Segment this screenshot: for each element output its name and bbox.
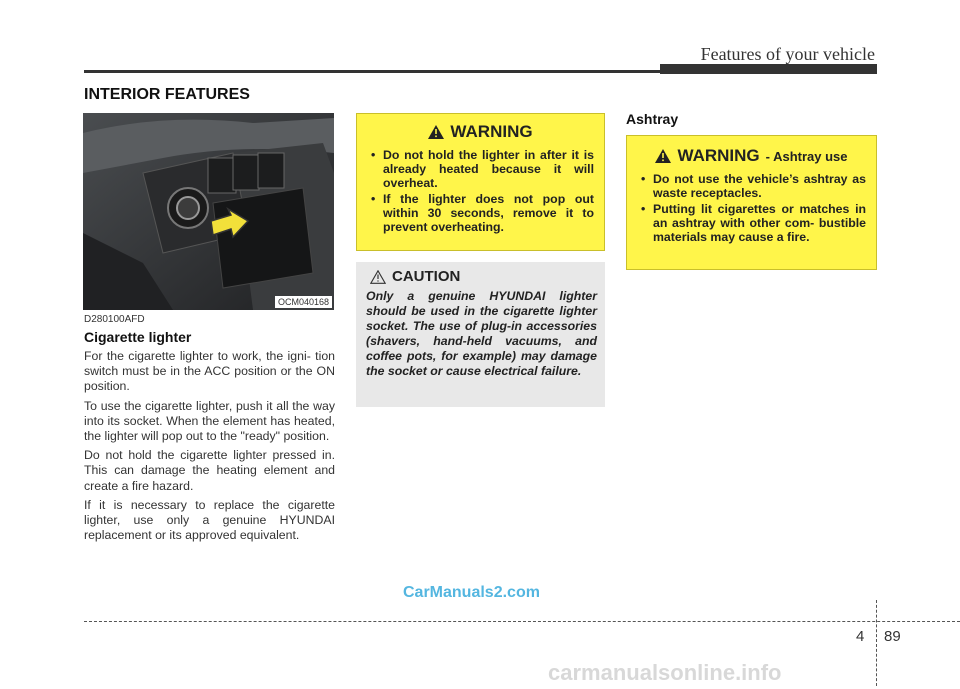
ashtray-warning-list [627,172,876,244]
dashboard-illustration [83,113,334,310]
warning-list [357,148,604,234]
warning-item: • Putting lit cigarettes or matches in an ashtray with other com- bustible materials may cause a fire. [637,202,866,244]
watermark-link[interactable]: CarManuals2.com [403,584,540,601]
caution-box [356,262,605,407]
ashtray-warning-header [627,146,876,166]
header-title: Features of your vehicle [700,44,875,64]
cigarette-lighter-heading: Cigarette lighter [84,329,192,345]
footer-rule [84,621,960,622]
caution-triangle-icon [370,270,386,284]
header-rule-thin [84,70,660,73]
photo-caption: OCM040168 [275,296,332,308]
page-number: 89 [884,628,901,645]
caution-text: Only a genuine HYUNDAI lighter should be used in the cigarette lighter socket. The use of plug-in accessories (shavers, hand-held vacuums, and coffee pots, for example) may damage the socket or cause electrical failure. [366,289,597,378]
section-code: D280100AFD [84,314,145,325]
paragraph: To use the cigarette lighter, push it all the way into its socket. When the element has heated, the lighter will pop out to the "ready" position. [84,398,335,444]
lighter-warning-box [356,113,605,251]
section-title: INTERIOR FEATURES [84,86,250,103]
warning-title: WARNING [450,122,533,141]
paragraph: Do not hold the cigarette lighter pressed in. This can damage the heating element and create a fire hazard. [84,448,335,493]
cigarette-lighter-section [84,314,335,547]
warning-item: • Do not use the vehicle’s ashtray as waste receptacles. [637,172,866,200]
ashtray-warning-box [626,135,877,270]
warning-item: • If the lighter does not pop out within 30 seconds, remove it to prevent overheating. [367,192,594,234]
caution-title: CAUTION [392,268,461,285]
warning-triangle-icon [428,125,444,139]
warning-header [357,122,604,142]
paragraph: For the cigarette lighter to work, the igni- tion switch must be in the ACC position or the ON position. [84,349,335,394]
cigarette-lighter-photo [83,113,334,310]
warning-triangle-icon [655,149,671,163]
header-rule-thick [660,64,877,74]
ashtray-warning-title: WARNING [677,146,760,165]
ashtray-heading: Ashtray [626,111,679,127]
chapter-number: 4 [856,628,865,645]
caution-header [370,268,597,285]
footer-watermark: carmanualsonline.info [548,660,782,685]
paragraph: If it is necessary to replace the cigarette lighter, use only a genuine HYUNDAI replacement or its approved equivalent. [84,497,335,543]
warning-item: • Do not hold the lighter in after it is already heated because it will overheat. [367,148,594,190]
ashtray-warning-subtitle: - Ashtray use [765,148,848,164]
page-divider [876,600,877,686]
